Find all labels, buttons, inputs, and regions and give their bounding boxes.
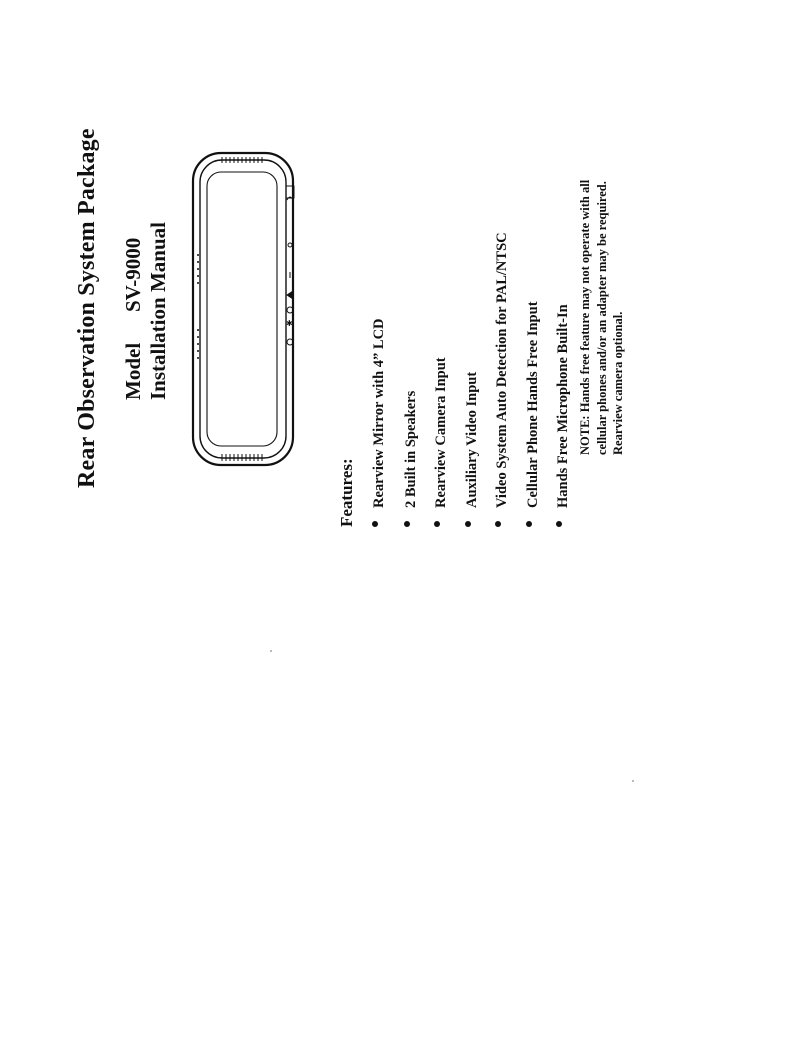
feature-item: 2 Built in Speakers <box>403 390 419 508</box>
model-number: SV-9000 <box>121 237 145 312</box>
mirror-inner-frame <box>200 160 286 458</box>
rearview-mirror-illustration <box>190 150 310 470</box>
manual-subtitle: Installation Manual <box>146 222 170 400</box>
mirror-outer-frame <box>193 153 293 465</box>
speaker-holes <box>197 254 199 359</box>
feature-bullet <box>495 521 501 527</box>
feature-bullet <box>372 521 378 527</box>
note-line: cellular phones and/or an adapter may be required. <box>595 181 609 455</box>
select-button-icon <box>288 243 292 247</box>
feature-bullet <box>434 521 440 527</box>
feature-bullet <box>526 521 532 527</box>
feature-item: Auxiliary Video Input <box>464 371 480 508</box>
model-label: Model <box>121 342 145 400</box>
note-line: NOTE: Hands free feature may not operate with all <box>578 179 592 455</box>
scan-speck <box>632 780 634 782</box>
feature-bullet <box>404 521 410 527</box>
feature-item: Video System Auto Detection for PAL/NTSC <box>494 232 510 508</box>
feature-item: Rearview Camera Input <box>433 357 449 508</box>
scan-speck <box>270 650 272 652</box>
feature-bullet <box>465 521 471 527</box>
volume-button-icon <box>287 291 293 299</box>
feature-item: Cellular Phone Hands Free Input <box>525 301 541 508</box>
feature-item: Rearview Mirror with 4” LCD <box>371 318 387 508</box>
mirror-screen <box>207 172 277 446</box>
document-title: Rear Observation System Package <box>74 128 100 488</box>
features-heading: Features: <box>337 458 356 527</box>
star-button-icon: ✱ <box>286 319 293 328</box>
feature-bullet <box>556 521 562 527</box>
note-line: Rearview camera optional. <box>611 311 625 455</box>
feature-item: Hands Free Microphone Built-In <box>555 304 571 508</box>
